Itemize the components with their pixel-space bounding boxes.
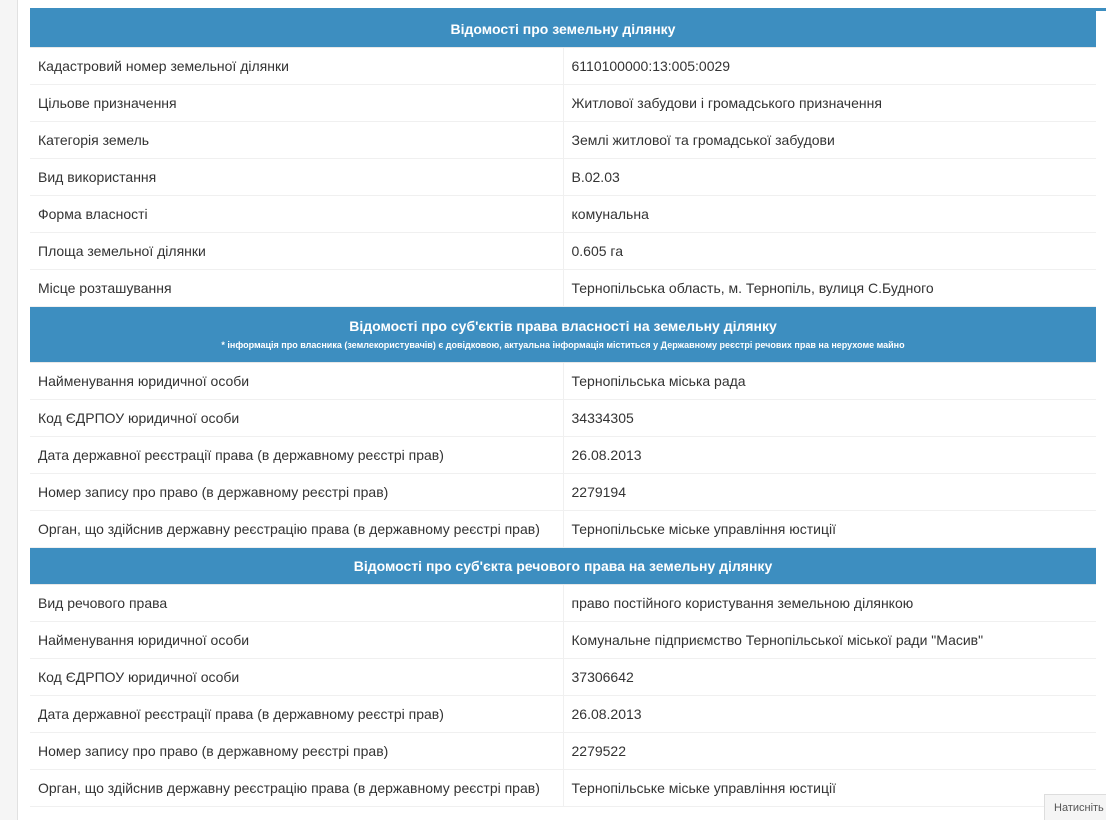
table-row: [30, 122, 1096, 159]
row-label: Вид використання: [30, 159, 563, 196]
row-value: В.02.03: [563, 159, 1096, 196]
row-value: 6110100000:13:005:0029: [563, 48, 1096, 85]
table-row: [30, 437, 1096, 474]
row-value: 0.605 га: [563, 233, 1096, 270]
row-value: 2279194: [563, 474, 1096, 511]
row-value: Тернопільське міське управління юстиції: [563, 511, 1096, 548]
row-value: 26.08.2013: [563, 696, 1096, 733]
row-label: Цільове призначення: [30, 85, 563, 122]
row-label: Форма власності: [30, 196, 563, 233]
row-label: Вид речового права: [30, 585, 563, 622]
row-value: Житлової забудови і громадського призначення: [563, 85, 1096, 122]
row-label: Місце розташування: [30, 270, 563, 307]
land-plot-info-table: [30, 11, 1096, 807]
row-label: Найменування юридичної особи: [30, 363, 563, 400]
section-title: Відомості про суб'єктів права власності на земельну ділянку: [349, 318, 777, 334]
table-row: [30, 585, 1096, 622]
section-note: * інформація про власника (землекористувачів) є довідковою, актуальна інформація міститься у Державному реєстрі речових прав на нерухоме майно: [221, 340, 905, 350]
row-value: Тернопільське міське управління юстиції: [563, 770, 1096, 807]
table-row: [30, 196, 1096, 233]
section-title: Відомості про суб'єкта речового права на земельну ділянку: [353, 558, 773, 574]
row-label: Орган, що здійснив державну реєстрацію права (в державному реєстрі прав): [30, 511, 563, 548]
row-label: Кадастровий номер земельної ділянки: [30, 48, 563, 85]
table-row: [30, 696, 1096, 733]
row-value: 37306642: [563, 659, 1096, 696]
row-value: Тернопільська міська рада: [563, 363, 1096, 400]
row-label: Дата державної реєстрації права (в державному реєстрі прав): [30, 696, 563, 733]
row-value: Землі житлової та громадської забудови: [563, 122, 1096, 159]
section-header-ownership: [30, 307, 1096, 363]
row-label: Код ЄДРПОУ юридичної особи: [30, 659, 563, 696]
table-row: [30, 733, 1096, 770]
table-row: [30, 659, 1096, 696]
row-label: Категорія земель: [30, 122, 563, 159]
row-label: Дата державної реєстрації права (в державному реєстрі прав): [30, 437, 563, 474]
section-header-property-right: [30, 548, 1096, 585]
corner-click-button[interactable]: Натисніть: [1044, 794, 1106, 820]
table-row: [30, 233, 1096, 270]
row-value: 26.08.2013: [563, 437, 1096, 474]
row-value: 34334305: [563, 400, 1096, 437]
row-label: Найменування юридичної особи: [30, 622, 563, 659]
row-value: 2279522: [563, 733, 1096, 770]
section-title: Відомості про земельну ділянку: [450, 21, 676, 37]
table-row: [30, 474, 1096, 511]
row-label: Орган, що здійснив державну реєстрацію права (в державному реєстрі прав): [30, 770, 563, 807]
row-value: Тернопільська область, м. Тернопіль, вулиця С.Будного: [563, 270, 1096, 307]
row-label: Номер запису про право (в державному реєстрі прав): [30, 733, 563, 770]
row-label: Код ЄДРПОУ юридичної особи: [30, 400, 563, 437]
table-row: [30, 770, 1096, 807]
row-label: Номер запису про право (в державному реєстрі прав): [30, 474, 563, 511]
row-label: Площа земельної ділянки: [30, 233, 563, 270]
row-value: Комунальне підприємство Тернопільської міської ради "Масив": [563, 622, 1096, 659]
row-value: право постійного користування земельною ділянкою: [563, 585, 1096, 622]
table-row: [30, 622, 1096, 659]
table-row: [30, 48, 1096, 85]
table-row: [30, 363, 1096, 400]
table-row: [30, 511, 1096, 548]
table-row: [30, 270, 1096, 307]
row-value: комунальна: [563, 196, 1096, 233]
section-header-land-plot: [30, 11, 1096, 48]
table-row: [30, 85, 1096, 122]
table-row: [30, 159, 1096, 196]
table-row: [30, 400, 1096, 437]
